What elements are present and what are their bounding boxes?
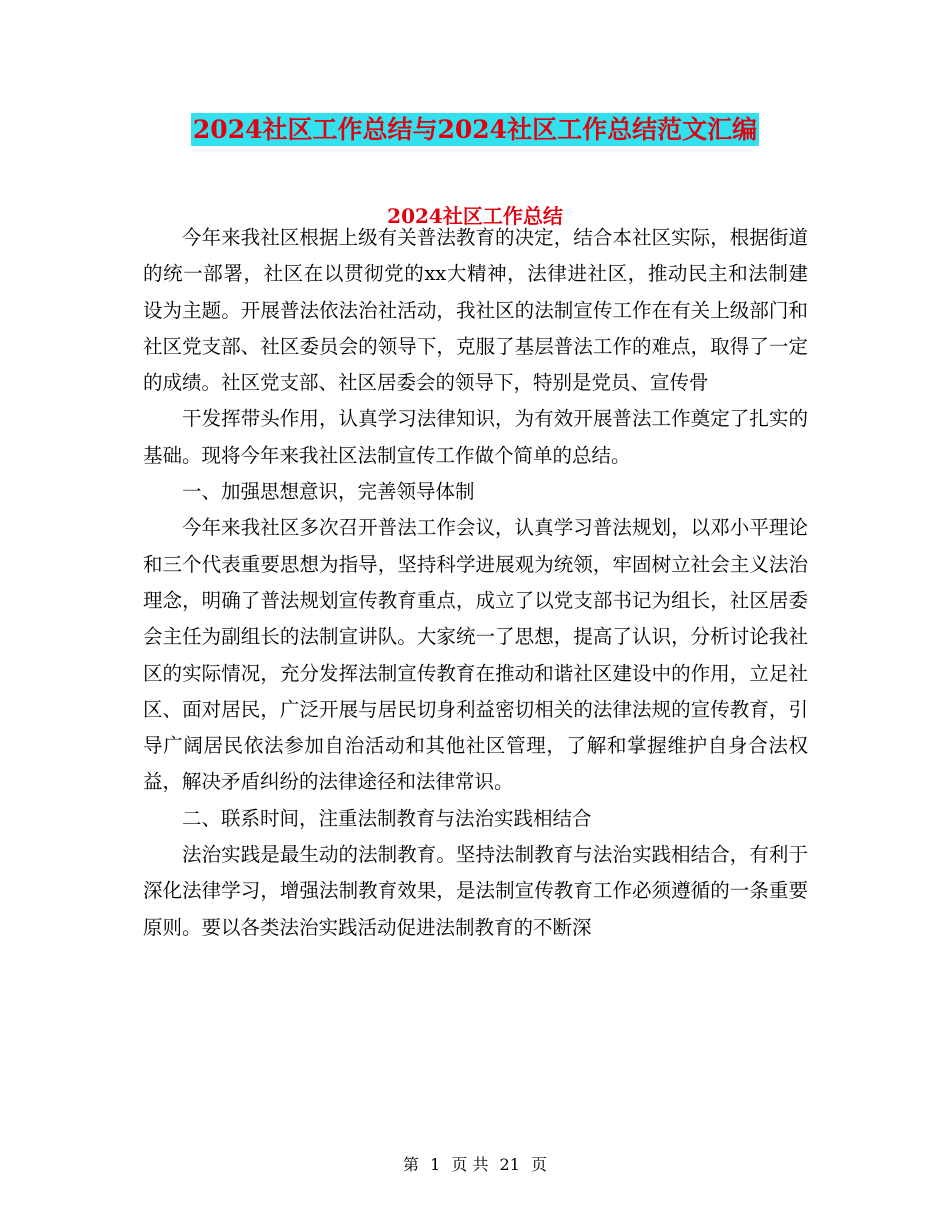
footer-total-pages: 21 [499, 1155, 520, 1174]
footer-page-number: 1 [430, 1155, 441, 1174]
document-title-text: 2024社区工作总结与2024社区工作总结范文汇编 [192, 115, 758, 144]
page-footer [0, 1153, 950, 1177]
document-body [143, 220, 808, 946]
footer-middle: 页 共 [451, 1155, 489, 1174]
paragraph: 今年来我社区根据上级有关普法教育的决定，结合本社区实际，根据街道的统一部署，社区在以贯彻党的xx大精神，法律进社区，推动民主和法制建设为主题。开展普法依法治社活动，我社区的法制宣传工作在有关上级部门和社区党支部、社区委员会的领导下，克服了基层普法工作的难点，取得了一定的成绩。社区党支部、社区居委会的领导下，特别是党员、宣传骨 [143, 226, 808, 395]
footer-prefix: 第 [402, 1155, 419, 1174]
document-title [0, 110, 950, 150]
paragraph: 干发挥带头作用，认真学习法律知识，为有效开展普法工作奠定了扎实的基础。现将今年来我社区法制宣传工作做个简单的总结。 [143, 407, 808, 467]
section-heading: 一、加强思想意识，完善领导体制 [182, 480, 475, 504]
footer-suffix: 页 [531, 1155, 548, 1174]
paragraph: 法治实践是最生动的法制教育。坚持法制教育与法治实践相结合，有利于深化法律学习，增强法制教育效果，是法制宣传教育工作必须遵循的一条重要原则。要以各类法治实践活动促进法制教育的不断深 [143, 843, 808, 939]
section-title: 2024社区工作总结 [387, 204, 563, 228]
section-heading: 二、联系时间，注重法制教育与法治实践相结合 [182, 806, 592, 830]
paragraph: 今年来我社区多次召开普法工作会议，认真学习普法规划，以邓小平理论和三个代表重要思想为指导，坚持科学进展观为统领，牢固树立社会主义法治理念，明确了普法规划宣传教育重点，成立了以党支部书记为组长，社区居委会主任为副组长的法制宣讲队。大家统一了思想，提高了认识，分析讨论我社区的实际情况，充分发挥法制宣传教育在推动和谐社区建设中的作用，立足社区、面对居民，广泛开展与居民切身利益密切相关的法律法规的宣传教育，引导广阔居民依法参加自治活动和其他社区管理，了解和掌握维护自身合法权益，解决矛盾纠纷的法律途径和法律常识。 [143, 516, 808, 794]
